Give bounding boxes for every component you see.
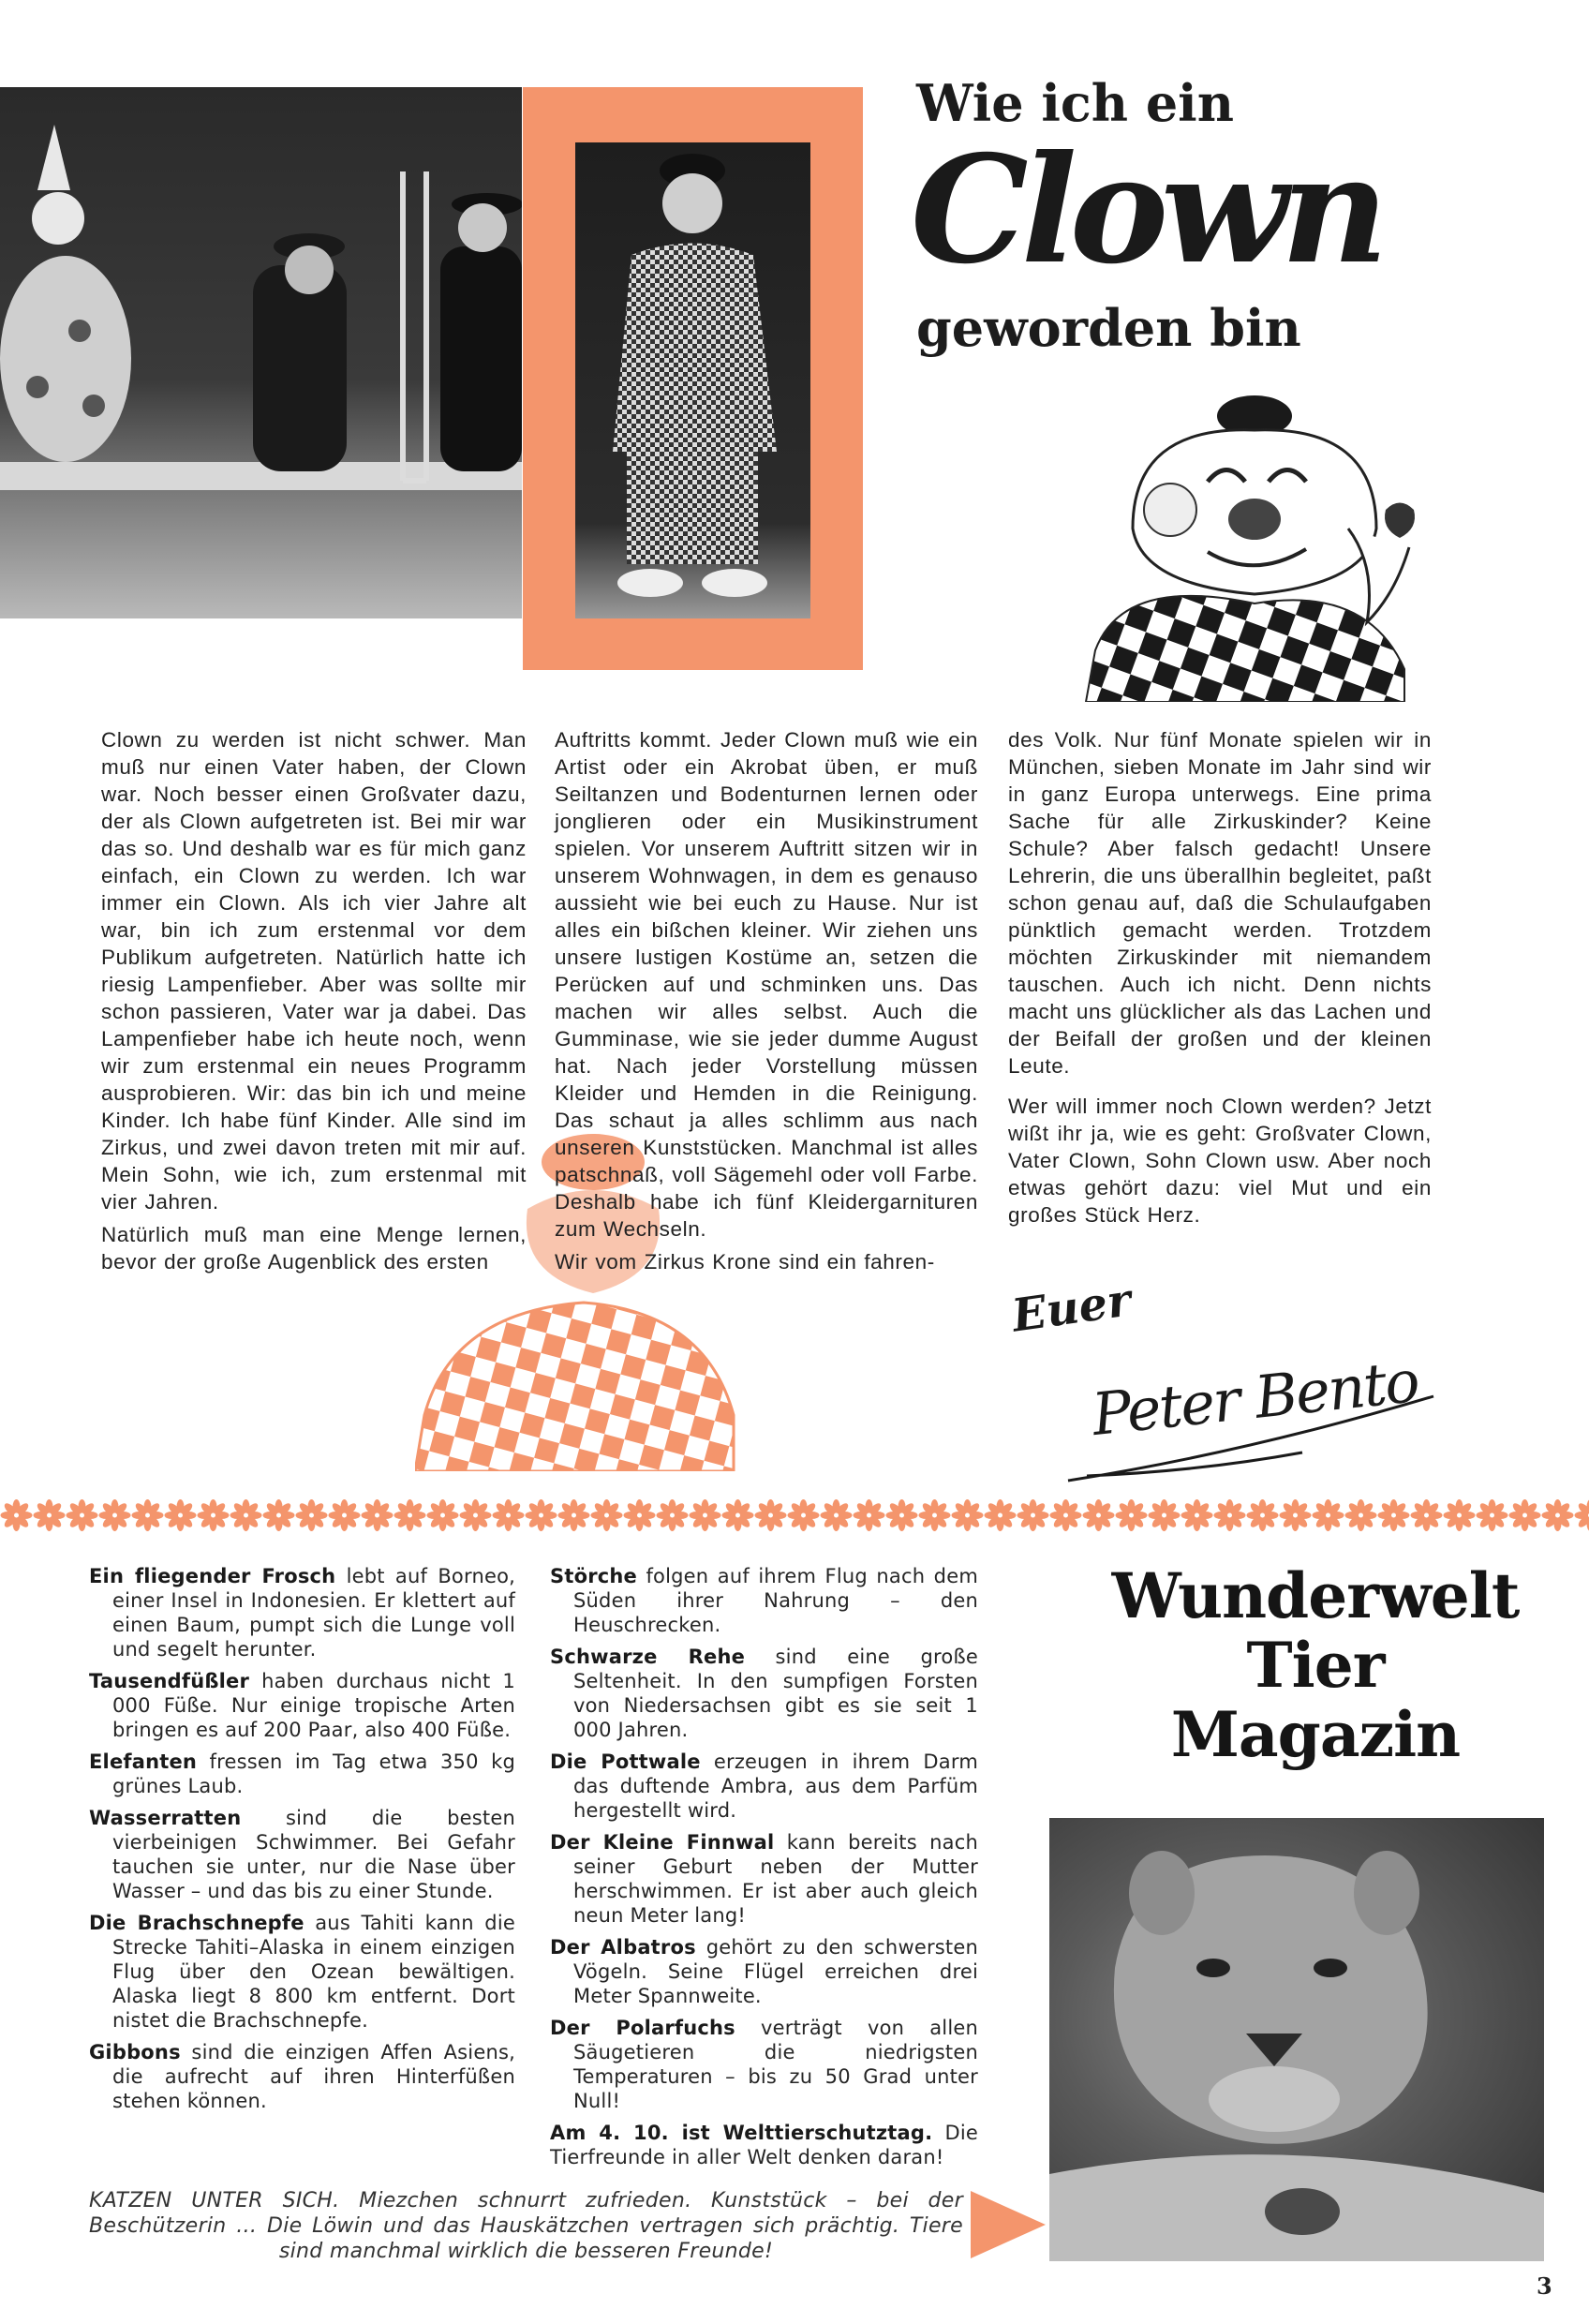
fact-text: erzeugen in ihrem Darm das duftende Ambra, aus dem Parfüm hergestellt wird. [573,1750,978,1822]
lioness-and-kitten-photo [1049,1818,1544,2261]
fact-term: Störche [550,1565,637,1587]
fact-item [550,1935,978,2008]
fact-term: Der Polarfuchs [550,2017,735,2039]
article-column-1 [101,726,527,1281]
signature-greeting: Euer [1008,1274,1135,1343]
fact-text: lebt auf Borneo, einer Insel in Indonesien. Er klettert auf einen Baum, pumpt sich die Lunge voll und segelt herunter. [112,1565,515,1661]
article-paragraph: des Volk. Nur fünf Monate spielen wir in München, sieben Monate im Jahr sind wir in ganz Europa unterwegs. Eine prima Sache für alle Zirkuskinder? Keine Schule? Aber falsch gedacht! Unsere Lehrerin, die uns überallhin begleitet, paßt schon genau auf, daß die Schulaufgaben pünktlich gemacht werden. Trotzdem möchten Zirkuskinder mit niemandem tauschen. Auch ich nicht. Denn nichts macht uns glücklicher als das Lachen und der Beifall der großen und der kleinen Leute. [1008,728,1432,1078]
clown-drawing [1067,388,1461,702]
fact-term: Ein fliegender Frosch [89,1565,336,1587]
fact-item [550,1564,978,1637]
article-column-3 [1008,726,1432,1234]
flower-border [0,1498,1589,1532]
fact-item [550,2121,978,2169]
fact-term: Tausendfüßler [89,1670,250,1692]
page-number: 3 [1537,2272,1552,2300]
fact-term: Gibbons [89,2041,181,2063]
magazine-title-line: Wunderwelt [1111,1559,1520,1632]
fact-term: Elefanten [89,1750,198,1773]
fact-text: sind eine große Seltenheit. In den sumpfigen Forsten von Niedersachsen gibt es sie seit 1 000 Jahren. [573,1646,978,1741]
fact-item [550,1750,978,1823]
fact-item [89,1669,515,1742]
article-paragraph: Clown zu werden ist nicht schwer. Man muß nur einen Vater haben, der Clown war. Noch besser einen Großvater dazu, der als Clown aufgetreten ist. Bei mir war das so. Und deshalb war es für mich ganz einfach, ein Clown zu werden. Ich war immer ein Clown. Als ich vier Jahre alt war, bin ich zum erstenmal vor dem Publikum aufgetreten. Natürlich hatte ich riesig Lampenfieber. Aber was sollte mir schon passieren, Vater war ja dabei. Das Lampenfieber habe ich heute noch, wenn wir zum erstenmal ein neues Programm ausprobieren. Wir: das bin ich und meine Kinder. Ich habe fünf Kinder. Alle sind im Zirkus, und zwei davon treten mit mir auf. Mein Sohn, wie ich, zum erstenmal mit vier Jahren. [101,728,527,1214]
magazine-title [1068,1561,1563,1769]
fact-text: kann bereits nach seiner Geburt neben der Mutter herschwimmen. Er ist aber auch gleich neun Meter lang! [573,1831,978,1927]
fact-term: Die Brachschnepfe [89,1912,304,1934]
fact-item [89,1806,515,1903]
fact-text: gehört zu den schwersten Vögeln. Seine Flügel erreichen drei Meter Spannweite. [573,1936,978,2007]
facts-column-left [89,1564,515,2121]
fact-item [89,2040,515,2113]
article-title-line-3: geworden bin [916,298,1301,358]
checkered-clown-illustration [575,142,810,618]
facts-column-right [550,1564,978,2177]
fact-item [550,1830,978,1928]
fact-text: fressen im Tag etwa 350 kg grünes Laub. [112,1750,515,1797]
fact-item [89,1564,515,1661]
article-paragraph: Wir vom Zirkus Krone sind ein fahren- [555,1250,935,1274]
article-paragraph: Wer will immer noch Clown werden? Jetzt wißt ihr ja, wie es geht: Großvater Clown, Vater Clown, Sohn Clown usw. Aber noch etwas gehört dazu: viel Mut und ein großes Stück Herz. [1008,1095,1432,1227]
magazine-title-line: Magazin [1170,1698,1461,1771]
article-paragraph: Natürlich muß man eine Menge lernen, bevor der große Augenblick des ersten [101,1223,527,1274]
fact-term: Der Albatros [550,1936,696,1959]
article-title-line-1: Wie ich ein [916,73,1234,133]
fact-text: haben durchaus nicht 1 000 Füße. Nur einige tropische Arten bringen es auf 200 Paar, also 400 Füße. [112,1670,515,1741]
article-column-2 [555,726,978,1281]
fact-term: Schwarze Rehe [550,1646,746,1668]
fact-text: sind die einzigen Affen Asiens, die aufrecht auf ihren Hinterfüßen stehen können. [112,2041,515,2112]
fact-text: Die Tierfreunde in aller Welt denken daran! [550,2122,978,2168]
fact-item [89,1750,515,1798]
clowns-trio-illustration [0,87,522,618]
clowns-trio-photo [0,87,522,618]
fact-text: folgen auf ihrem Flug nach dem Süden ihrer Nahrung – den Heuschrecken. [573,1565,978,1636]
fact-term: Der Kleine Finnwal [550,1831,775,1854]
lioness-illustration [1049,1818,1544,2261]
caption-pointer-triangle [971,2191,1046,2258]
fact-term: Die Pottwale [550,1750,701,1773]
fact-text: sind die besten vierbeinigen Schwimmer. Bei Gefahr tauchen sie unter, nur die Nase über Wasser – und das bis zu einer Stunde. [112,1807,515,1902]
fact-item [550,1645,978,1742]
checkered-clown-photo [575,142,810,618]
article-paragraph: Auftritts kommt. Jeder Clown muß wie ein Artist oder ein Akrobat üben, er muß Seiltanzen und Bodenturnen lernen oder jonglieren oder ein Musikinstrument spielen. Vor unserem Auftritt sitzen wir in unserem Wohnwagen, in dem es genauso aussieht wie bei euch zu Hause. Nur ist alles ein bißchen kleiner. Wir ziehen uns unsere lustigen Kostüme an, setzen die Perücken auf und schminken uns. Das machen wir alles selbst. Auch die Gumminase, wie sie jeder dumme August hat. Nach jeder Vorstellung müssen Kleider und Hemden in die Reinigung. Das schaut ja alles schlimm aus nach unseren Kunststücken. Manchmal ist alles patschnaß, voll Sägemehl oder voll Farbe. Deshalb habe ich fünf Kleidergarnituren zum Wechseln. [555,728,978,1241]
photo-caption: KATZEN UNTER SICH. Miezchen schnurrt zufrieden. Kunststück – bei der Beschützerin … Die Löwin und das Hauskätzchen vertragen sich prächtig. Tiere sind manchmal wirklich die besseren Freunde! [89,2189,963,2263]
signature-name: Peter Bento [1089,1346,1421,1450]
article-title-clown: Clown [911,124,1382,297]
fact-item [550,2016,978,2113]
signature-flourish [1059,1387,1452,1490]
fact-term: Am 4. 10. ist Welttierschutztag. [550,2122,933,2144]
fact-item [89,1911,515,2033]
fact-text: aus Tahiti kann die Strecke Tahiti–Alaska in einem einzigen Flug über den Ozean bewältigen. Alaska liegt 8 800 km entfernt. Dort nistet die Brachschnepfe. [112,1912,515,2032]
fact-term: Wasserratten [89,1807,242,1829]
magazine-title-line: Tier [1246,1629,1385,1702]
fact-text: verträgt von allen Säugetieren die niedrigsten Temperaturen – bis zu 50 Grad unter Null! [573,2017,978,2112]
